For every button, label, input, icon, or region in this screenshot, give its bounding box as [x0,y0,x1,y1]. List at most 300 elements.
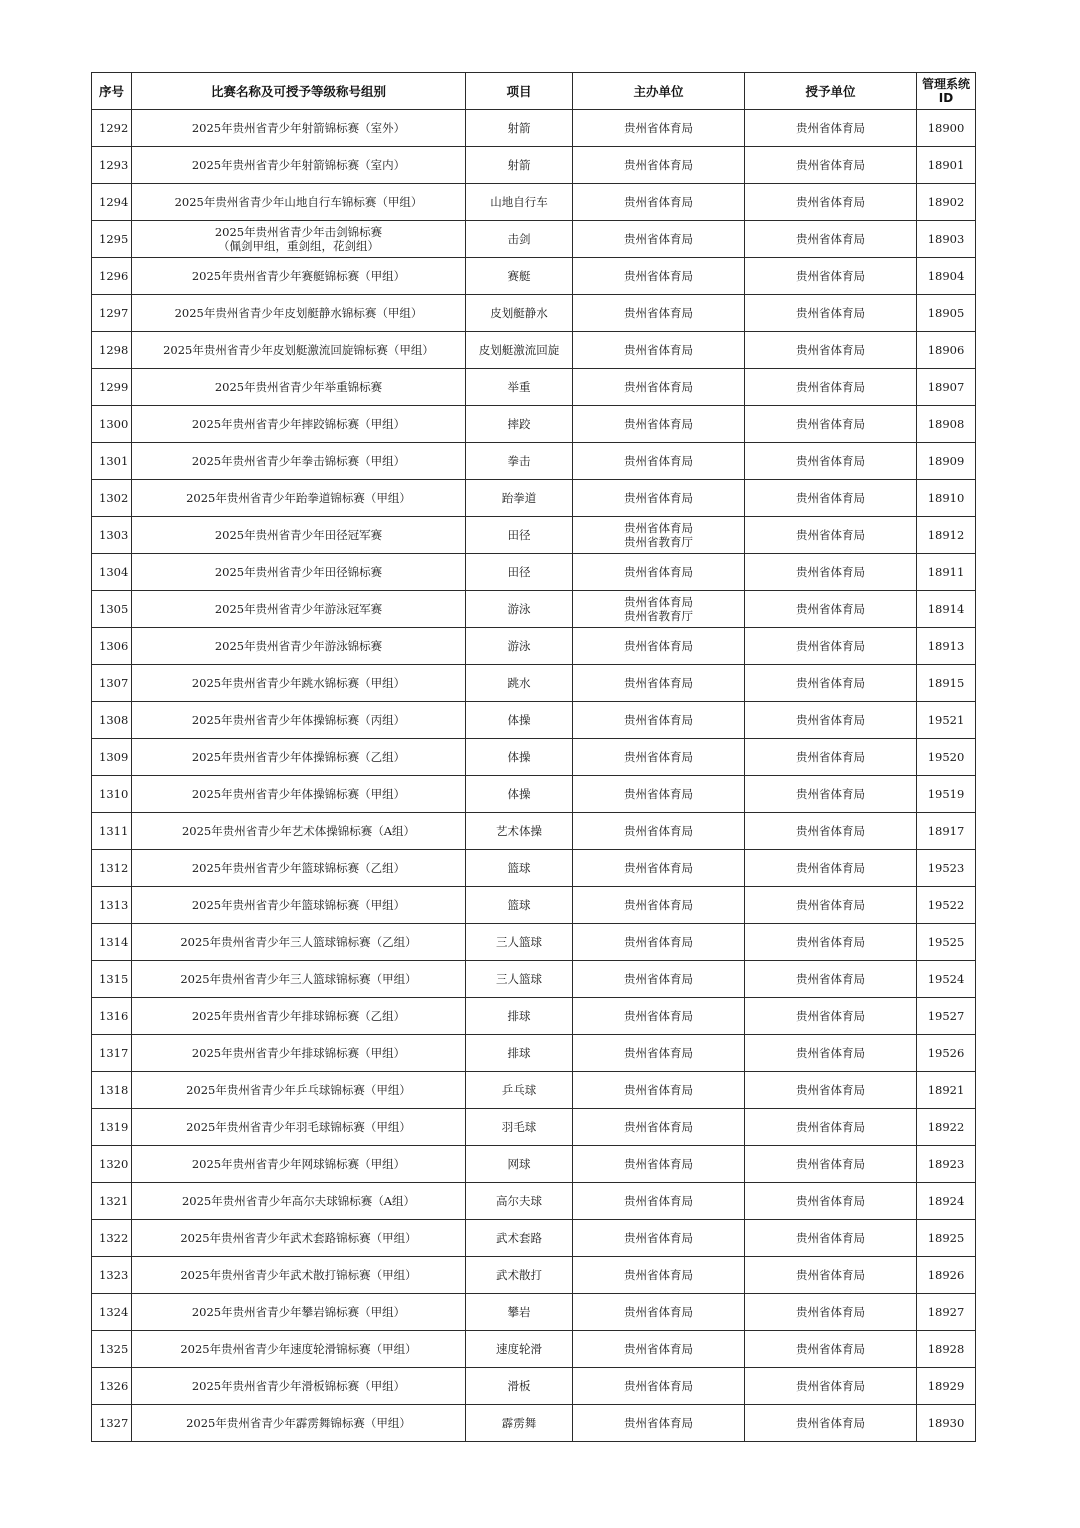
table-row [92,1220,976,1257]
cell-competition-name [132,998,466,1035]
table-row [92,776,976,813]
host-unit-line: 贵州省体育局 [624,787,693,801]
host-unit-line: 贵州省体育局 [624,158,693,172]
table-row [92,1257,976,1294]
cell-seq: 1322 [92,1220,132,1257]
cell-host-unit [573,1109,745,1146]
host-unit-line: 贵州省体育局 [624,1416,693,1430]
competition-name-line: 2025年贵州省青少年拳击锦标赛（甲组） [191,454,406,468]
cell-host-unit [573,739,745,776]
cell-seq: 1327 [92,1405,132,1442]
host-unit-line: 贵州省体育局 [624,861,693,875]
table-row [92,1109,976,1146]
cell-host-unit [573,591,745,628]
competition-name-line: 2025年贵州省青少年攀岩锦标赛（甲组） [191,1305,406,1319]
cell-seq: 1311 [92,813,132,850]
table-row [92,739,976,776]
cell-host-unit [573,554,745,591]
cell-grantor-unit: 贵州省体育局 [745,221,917,258]
cell-seq: 1312 [92,850,132,887]
header-seq: 序号 [92,73,132,110]
table-row [92,850,976,887]
cell-system-id: 18904 [917,258,976,295]
cell-grantor-unit: 贵州省体育局 [745,517,917,554]
cell-seq: 1313 [92,887,132,924]
cell-system-id: 18925 [917,1220,976,1257]
cell-seq: 1306 [92,628,132,665]
cell-sport: 攀岩 [466,1294,573,1331]
competition-name-line: 2025年贵州省青少年田径锦标赛 [214,565,383,579]
table-row [92,295,976,332]
host-unit-line: 贵州省体育局 [624,1046,693,1060]
host-unit-line: 贵州省体育局 [624,972,693,986]
cell-host-unit [573,998,745,1035]
cell-competition-name [132,184,466,221]
cell-sport: 体操 [466,739,573,776]
host-unit-line: 贵州省体育局 [624,565,693,579]
host-unit-line: 贵州省体育局 [624,1083,693,1097]
cell-competition-name [132,1146,466,1183]
cell-host-unit [573,628,745,665]
host-unit-line: 贵州省体育局 [624,521,693,535]
cell-system-id: 18912 [917,517,976,554]
cell-system-id: 19522 [917,887,976,924]
cell-host-unit [573,184,745,221]
cell-competition-name [132,850,466,887]
cell-host-unit [573,332,745,369]
cell-competition-name [132,702,466,739]
cell-system-id: 18915 [917,665,976,702]
competition-name-line: 2025年贵州省青少年篮球锦标赛（乙组） [191,861,406,875]
competition-name-line: 2025年贵州省青少年三人篮球锦标赛（乙组） [180,935,417,949]
cell-seq: 1324 [92,1294,132,1331]
cell-grantor-unit: 贵州省体育局 [745,406,917,443]
cell-system-id: 18900 [917,110,976,147]
cell-host-unit [573,924,745,961]
cell-host-unit [573,110,745,147]
cell-competition-name [132,221,466,258]
cell-competition-name [132,961,466,998]
cell-competition-name [132,591,466,628]
cell-host-unit [573,221,745,258]
table-row [92,591,976,628]
cell-sport: 摔跤 [466,406,573,443]
cell-grantor-unit: 贵州省体育局 [745,258,917,295]
competition-name-line: 2025年贵州省青少年速度轮滑锦标赛（甲组） [180,1342,417,1356]
table-row [92,813,976,850]
cell-host-unit [573,665,745,702]
cell-system-id: 19520 [917,739,976,776]
cell-system-id: 18930 [917,1405,976,1442]
table-row [92,961,976,998]
cell-host-unit [573,1405,745,1442]
cell-seq: 1323 [92,1257,132,1294]
cell-grantor-unit: 贵州省体育局 [745,147,917,184]
competition-name-line: 2025年贵州省青少年赛艇锦标赛（甲组） [191,269,406,283]
cell-competition-name [132,443,466,480]
cell-host-unit [573,813,745,850]
table-row [92,517,976,554]
cell-sport: 速度轮滑 [466,1331,573,1368]
cell-seq: 1308 [92,702,132,739]
competition-name-line: 2025年贵州省青少年举重锦标赛 [214,380,383,394]
table-row [92,998,976,1035]
cell-system-id: 18909 [917,443,976,480]
table-row [92,554,976,591]
cell-grantor-unit: 贵州省体育局 [745,369,917,406]
cell-host-unit [573,406,745,443]
host-unit-line: 贵州省体育局 [624,380,693,394]
table-row [92,1072,976,1109]
cell-seq: 1301 [92,443,132,480]
cell-system-id: 18914 [917,591,976,628]
cell-host-unit [573,1146,745,1183]
cell-grantor-unit: 贵州省体育局 [745,1183,917,1220]
cell-system-id: 18924 [917,1183,976,1220]
host-unit-line: 贵州省体育局 [624,1305,693,1319]
cell-competition-name [132,369,466,406]
cell-system-id: 18906 [917,332,976,369]
cell-sport: 排球 [466,1035,573,1072]
table-row [92,110,976,147]
competition-name-line: 2025年贵州省青少年射箭锦标赛（室外） [191,121,406,135]
cell-system-id: 18911 [917,554,976,591]
cell-grantor-unit: 贵州省体育局 [745,813,917,850]
host-unit-line: 贵州省体育局 [624,1009,693,1023]
cell-grantor-unit: 贵州省体育局 [745,554,917,591]
cell-seq: 1307 [92,665,132,702]
cell-sport: 射箭 [466,110,573,147]
cell-grantor-unit: 贵州省体育局 [745,1146,917,1183]
cell-seq: 1316 [92,998,132,1035]
cell-host-unit [573,702,745,739]
cell-system-id: 18926 [917,1257,976,1294]
cell-sport: 高尔夫球 [466,1183,573,1220]
table-row [92,665,976,702]
cell-system-id: 18910 [917,480,976,517]
cell-competition-name [132,739,466,776]
cell-grantor-unit: 贵州省体育局 [745,776,917,813]
host-unit-line: 贵州省体育局 [624,935,693,949]
cell-competition-name [132,1257,466,1294]
host-unit-line-2: 贵州省教育厅 [624,535,693,549]
host-unit-line: 贵州省体育局 [624,595,693,609]
competition-name-line: 2025年贵州省青少年艺术体操锦标赛（A组） [181,824,416,838]
cell-host-unit [573,258,745,295]
cell-sport: 击剑 [466,221,573,258]
cell-competition-name [132,1368,466,1405]
cell-grantor-unit: 贵州省体育局 [745,1331,917,1368]
cell-host-unit [573,369,745,406]
cell-sport: 皮划艇静水 [466,295,573,332]
host-unit-line: 贵州省体育局 [624,121,693,135]
cell-system-id: 18901 [917,147,976,184]
cell-sport: 赛艇 [466,258,573,295]
cell-seq: 1320 [92,1146,132,1183]
header-system-id: 管理系统ID [917,73,976,110]
cell-grantor-unit: 贵州省体育局 [745,1109,917,1146]
cell-sport: 游泳 [466,628,573,665]
host-unit-line: 贵州省体育局 [624,1120,693,1134]
cell-seq: 1317 [92,1035,132,1072]
competition-name-line: 2025年贵州省青少年排球锦标赛（乙组） [191,1009,406,1023]
cell-seq: 1310 [92,776,132,813]
cell-system-id: 18923 [917,1146,976,1183]
host-unit-line-2: 贵州省教育厅 [624,609,693,623]
competition-name-line: 2025年贵州省青少年体操锦标赛（乙组） [191,750,406,764]
cell-sport: 三人篮球 [466,961,573,998]
competition-name-line: 2025年贵州省青少年跳水锦标赛（甲组） [191,676,406,690]
cell-host-unit [573,776,745,813]
header-grantor-unit: 授予单位 [745,73,917,110]
cell-host-unit [573,1220,745,1257]
cell-host-unit [573,1072,745,1109]
cell-system-id: 18905 [917,295,976,332]
table-row [92,1294,976,1331]
cell-grantor-unit: 贵州省体育局 [745,1405,917,1442]
cell-host-unit [573,147,745,184]
cell-seq: 1300 [92,406,132,443]
table-row [92,1183,976,1220]
cell-sport: 三人篮球 [466,924,573,961]
cell-seq: 1325 [92,1331,132,1368]
cell-sport: 举重 [466,369,573,406]
cell-sport: 山地自行车 [466,184,573,221]
cell-system-id: 19519 [917,776,976,813]
cell-competition-name [132,1072,466,1109]
cell-seq: 1314 [92,924,132,961]
competition-name-line: 2025年贵州省青少年高尔夫球锦标赛（A组） [181,1194,416,1208]
header-host-unit: 主办单位 [573,73,745,110]
cell-sport: 艺术体操 [466,813,573,850]
cell-seq: 1294 [92,184,132,221]
host-unit-line: 贵州省体育局 [624,1231,693,1245]
cell-sport: 体操 [466,702,573,739]
table-row [92,1368,976,1405]
table-row [92,480,976,517]
cell-sport: 武术套路 [466,1220,573,1257]
competition-name-line: 2025年贵州省青少年篮球锦标赛（甲组） [191,898,406,912]
cell-grantor-unit: 贵州省体育局 [745,1368,917,1405]
cell-competition-name [132,147,466,184]
cell-sport: 网球 [466,1146,573,1183]
host-unit-line: 贵州省体育局 [624,713,693,727]
cell-competition-name [132,665,466,702]
competition-name-line: 2025年贵州省青少年击剑锦标赛 [214,225,383,239]
cell-sport: 皮划艇激流回旋 [466,332,573,369]
host-unit-line: 贵州省体育局 [624,1157,693,1171]
table-row [92,221,976,258]
cell-sport: 羽毛球 [466,1109,573,1146]
cell-system-id: 19526 [917,1035,976,1072]
cell-grantor-unit: 贵州省体育局 [745,295,917,332]
host-unit-line: 贵州省体育局 [624,1268,693,1282]
cell-competition-name [132,406,466,443]
cell-system-id: 18929 [917,1368,976,1405]
cell-sport: 射箭 [466,147,573,184]
cell-system-id: 19525 [917,924,976,961]
cell-system-id: 18903 [917,221,976,258]
cell-competition-name [132,628,466,665]
competition-name-line: 2025年贵州省青少年霹雳舞锦标赛（甲组） [186,1416,411,1430]
competition-name-line: 2025年贵州省青少年游泳冠军赛 [214,602,383,616]
cell-seq: 1321 [92,1183,132,1220]
cell-grantor-unit: 贵州省体育局 [745,998,917,1035]
competition-name-line: 2025年贵州省青少年排球锦标赛（甲组） [191,1046,406,1060]
cell-seq: 1305 [92,591,132,628]
cell-seq: 1297 [92,295,132,332]
cell-sport: 拳击 [466,443,573,480]
cell-host-unit [573,1035,745,1072]
host-unit-line: 贵州省体育局 [624,1342,693,1356]
cell-seq: 1304 [92,554,132,591]
cell-seq: 1315 [92,961,132,998]
host-unit-line: 贵州省体育局 [624,269,693,283]
cell-grantor-unit: 贵州省体育局 [745,1072,917,1109]
cell-sport: 跆拳道 [466,480,573,517]
cell-system-id: 18928 [917,1331,976,1368]
cell-competition-name [132,295,466,332]
header-competition-name: 比赛名称及可授予等级称号组别 [132,73,466,110]
cell-system-id: 18917 [917,813,976,850]
cell-grantor-unit: 贵州省体育局 [745,1220,917,1257]
cell-competition-name [132,517,466,554]
cell-sport: 霹雳舞 [466,1405,573,1442]
cell-system-id: 18908 [917,406,976,443]
competition-name-line: 2025年贵州省青少年皮划艇激流回旋锦标赛（甲组） [163,343,434,357]
cell-competition-name [132,1109,466,1146]
cell-host-unit [573,1183,745,1220]
competition-name-line: 2025年贵州省青少年摔跤锦标赛（甲组） [191,417,406,431]
cell-seq: 1319 [92,1109,132,1146]
cell-seq: 1298 [92,332,132,369]
cell-grantor-unit: 贵州省体育局 [745,702,917,739]
cell-competition-name [132,554,466,591]
cell-competition-name [132,1220,466,1257]
cell-seq: 1299 [92,369,132,406]
cell-seq: 1295 [92,221,132,258]
host-unit-line: 贵州省体育局 [624,1194,693,1208]
header-sport: 项目 [466,73,573,110]
cell-system-id: 19523 [917,850,976,887]
cell-sport: 田径 [466,517,573,554]
competition-name-line: 2025年贵州省青少年田径冠军赛 [214,528,383,542]
cell-host-unit [573,1257,745,1294]
cell-host-unit [573,1331,745,1368]
table-row [92,184,976,221]
cell-competition-name [132,776,466,813]
competition-name-line-2: （佩剑甲组，重剑组，花剑组） [218,239,379,253]
cell-grantor-unit: 贵州省体育局 [745,887,917,924]
cell-system-id: 18913 [917,628,976,665]
table-row [92,443,976,480]
table-row [92,924,976,961]
cell-grantor-unit: 贵州省体育局 [745,332,917,369]
competition-name-line: 2025年贵州省青少年乒乓球锦标赛（甲组） [186,1083,411,1097]
table-row [92,258,976,295]
table-row [92,702,976,739]
cell-grantor-unit: 贵州省体育局 [745,628,917,665]
cell-competition-name [132,1035,466,1072]
cell-host-unit [573,295,745,332]
cell-system-id: 19521 [917,702,976,739]
table-row [92,332,976,369]
competition-name-line: 2025年贵州省青少年皮划艇静水锦标赛（甲组） [174,306,423,320]
cell-host-unit [573,443,745,480]
competition-name-line: 2025年贵州省青少年武术散打锦标赛（甲组） [180,1268,417,1282]
cell-competition-name [132,1294,466,1331]
cell-sport: 游泳 [466,591,573,628]
cell-sport: 乒乓球 [466,1072,573,1109]
cell-grantor-unit: 贵州省体育局 [745,1294,917,1331]
table-header-row [92,73,976,110]
competition-name-line: 2025年贵州省青少年跆拳道锦标赛（甲组） [186,491,411,505]
host-unit-line: 贵州省体育局 [624,306,693,320]
cell-system-id: 18922 [917,1109,976,1146]
host-unit-line: 贵州省体育局 [624,195,693,209]
host-unit-line: 贵州省体育局 [624,417,693,431]
cell-sport: 滑板 [466,1368,573,1405]
cell-competition-name [132,1405,466,1442]
cell-sport: 篮球 [466,887,573,924]
cell-seq: 1302 [92,480,132,517]
cell-system-id: 19524 [917,961,976,998]
cell-sport: 体操 [466,776,573,813]
cell-competition-name [132,258,466,295]
cell-grantor-unit: 贵州省体育局 [745,850,917,887]
cell-seq: 1292 [92,110,132,147]
table-row [92,887,976,924]
cell-competition-name [132,813,466,850]
host-unit-line: 贵州省体育局 [624,898,693,912]
table-row [92,369,976,406]
host-unit-line: 贵州省体育局 [624,343,693,357]
table-row [92,1146,976,1183]
cell-host-unit [573,1368,745,1405]
table-row [92,147,976,184]
cell-competition-name [132,332,466,369]
competition-name-line: 2025年贵州省青少年羽毛球锦标赛（甲组） [186,1120,411,1134]
table-row [92,1405,976,1442]
competition-name-line: 2025年贵州省青少年游泳锦标赛 [214,639,383,653]
cell-grantor-unit: 贵州省体育局 [745,665,917,702]
host-unit-line: 贵州省体育局 [624,491,693,505]
host-unit-line: 贵州省体育局 [624,454,693,468]
competition-name-line: 2025年贵州省青少年山地自行车锦标赛（甲组） [174,195,423,209]
cell-grantor-unit: 贵州省体育局 [745,591,917,628]
cell-grantor-unit: 贵州省体育局 [745,739,917,776]
table-row [92,406,976,443]
cell-sport: 篮球 [466,850,573,887]
cell-system-id: 18921 [917,1072,976,1109]
table-body [92,110,976,1442]
cell-host-unit [573,517,745,554]
table-row [92,1035,976,1072]
cell-system-id: 18902 [917,184,976,221]
cell-competition-name [132,110,466,147]
cell-competition-name [132,1331,466,1368]
cell-grantor-unit: 贵州省体育局 [745,480,917,517]
cell-grantor-unit: 贵州省体育局 [745,1257,917,1294]
table-row [92,628,976,665]
cell-seq: 1318 [92,1072,132,1109]
host-unit-line: 贵州省体育局 [624,1379,693,1393]
competition-name-line: 2025年贵州省青少年射箭锦标赛（室内） [191,158,406,172]
cell-grantor-unit: 贵州省体育局 [745,1035,917,1072]
cell-grantor-unit: 贵州省体育局 [745,110,917,147]
cell-system-id: 18907 [917,369,976,406]
cell-seq: 1326 [92,1368,132,1405]
